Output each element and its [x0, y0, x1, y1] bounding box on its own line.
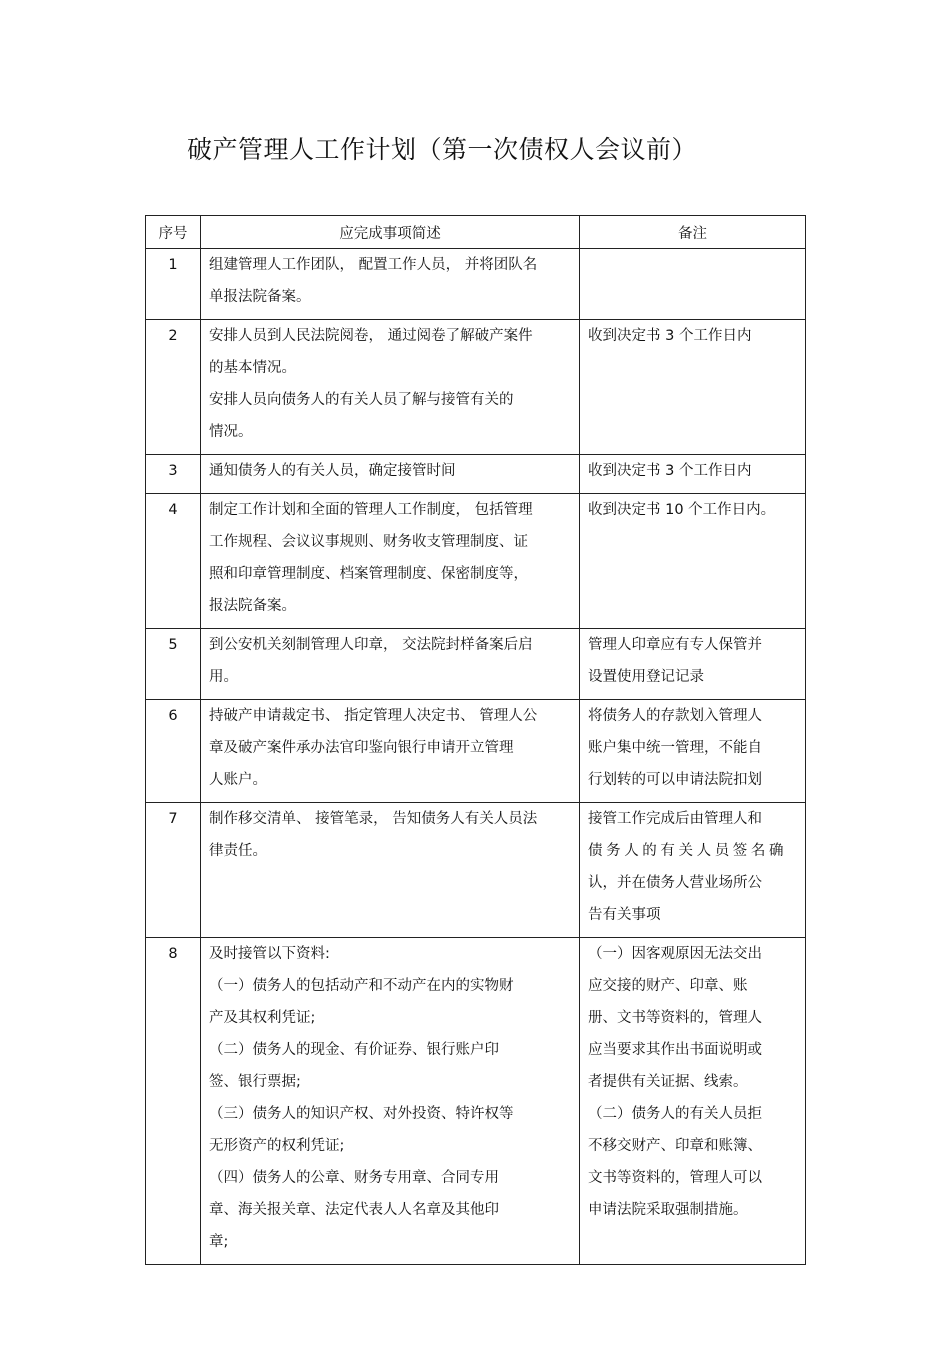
description-line: 制定工作计划和全面的管理人工作制度， 包括管理	[209, 502, 533, 518]
row-description	[201, 320, 580, 455]
remark-line: 收到决定书 3 个工作日内	[588, 463, 752, 479]
remark-line: （二）债务人的有关人员拒	[588, 1106, 762, 1122]
remark-line: 账户集中统一管理，不能自	[588, 740, 762, 756]
description-line: 到公安机关刻制管理人印章， 交法院封样备案后启	[209, 637, 533, 653]
description-line: 报法院备案。	[209, 598, 296, 614]
remark-line: 应交接的财产、印章、账	[588, 978, 748, 994]
row-description	[201, 494, 580, 629]
row-description	[201, 249, 580, 320]
remark-line: 认，并在债务人营业场所公	[588, 875, 762, 891]
remark-line: 申请法院采取强制措施。	[588, 1202, 748, 1218]
table-row	[146, 249, 806, 320]
table-header-row	[146, 216, 806, 249]
remark-line: 收到决定书 10 个工作日内。	[588, 502, 776, 518]
description-line: 安排人员到人民法院阅卷， 通过阅卷了解破产案件	[209, 328, 533, 344]
row-number: 1	[146, 249, 201, 320]
remark-line: 债务人的有关人员签名确	[588, 843, 788, 859]
table-row	[146, 320, 806, 455]
remark-line: 行划转的可以申请法院扣划	[588, 772, 762, 788]
description-line: 安排人员向债务人的有关人员了解与接管有关的	[209, 392, 514, 408]
row-remark	[580, 455, 806, 494]
remark-line: 收到决定书 3 个工作日内	[588, 328, 752, 344]
table-row	[146, 803, 806, 938]
header-description: 应完成事项简述	[201, 216, 580, 249]
remark-line: 将债务人的存款划入管理人	[588, 708, 762, 724]
description-line: （三）债务人的知识产权、对外投资、特许权等	[209, 1106, 514, 1122]
row-description	[201, 455, 580, 494]
description-line: 持破产申请裁定书、 指定管理人决定书、 管理人公	[209, 708, 538, 724]
row-remark	[580, 700, 806, 803]
table-row	[146, 494, 806, 629]
header-seq: 序号	[146, 216, 201, 249]
description-line: （二）债务人的现金、有价证券、银行账户印	[209, 1042, 499, 1058]
table-row	[146, 455, 806, 494]
table-body	[146, 249, 806, 1265]
description-line: 照和印章管理制度、档案管理制度、保密制度等，	[209, 566, 528, 582]
description-line: （一）债务人的包括动产和不动产在内的实物财	[209, 978, 514, 994]
description-line: 章;	[209, 1234, 229, 1250]
remark-line: 者提供有关证据、线索。	[588, 1074, 748, 1090]
description-line: 组建管理人工作团队， 配置工作人员， 并将团队名	[209, 257, 538, 273]
description-line: 制作移交清单、 接管笔录， 告知债务人有关人员法	[209, 811, 538, 827]
description-line: 及时接管以下资料:	[209, 946, 330, 962]
description-line: 产及其权利凭证;	[209, 1010, 316, 1026]
row-description	[201, 629, 580, 700]
table-row	[146, 629, 806, 700]
remark-line: 告有关事项	[588, 907, 661, 923]
row-number: 6	[146, 700, 201, 803]
page-title: 破产管理人工作计划（第一次债权人会议前）	[187, 134, 698, 164]
row-remark	[580, 629, 806, 700]
description-line: 人账户。	[209, 772, 267, 788]
remark-line: 文书等资料的，管理人可以	[588, 1170, 762, 1186]
row-remark	[580, 320, 806, 455]
remark-line: 接管工作完成后由管理人和	[588, 811, 762, 827]
row-number: 8	[146, 938, 201, 1265]
description-line: 用。	[209, 669, 238, 685]
description-line: （四）债务人的公章、财务专用章、合同专用	[209, 1170, 499, 1186]
remark-line: 设置使用登记记录	[588, 669, 704, 685]
description-line: 无形资产的权利凭证;	[209, 1138, 345, 1154]
row-description	[201, 938, 580, 1265]
remark-line: 管理人印章应有专人保管并	[588, 637, 762, 653]
description-line: 工作规程、会议议事规则、财务收支管理制度、证	[209, 534, 528, 550]
row-remark	[580, 249, 806, 320]
description-line: 单报法院备案。	[209, 289, 311, 305]
row-remark	[580, 494, 806, 629]
row-number: 5	[146, 629, 201, 700]
description-line: 的基本情况。	[209, 360, 296, 376]
row-remark	[580, 938, 806, 1265]
remark-line: （一）因客观原因无法交出	[588, 946, 762, 962]
row-number: 2	[146, 320, 201, 455]
description-line: 通知债务人的有关人员，确定接管时间	[209, 463, 456, 479]
remark-line: 应当要求其作出书面说明或	[588, 1042, 762, 1058]
work-plan-table	[145, 215, 806, 1265]
description-line: 律责任。	[209, 843, 267, 859]
description-line: 章及破产案件承办法官印鉴向银行申请开立管理	[209, 740, 514, 756]
row-number: 3	[146, 455, 201, 494]
description-line: 章、海关报关章、法定代表人人名章及其他印	[209, 1202, 499, 1218]
row-description	[201, 700, 580, 803]
description-line: 签、银行票据;	[209, 1074, 301, 1090]
row-number: 4	[146, 494, 201, 629]
table-row	[146, 938, 806, 1265]
description-line: 情况。	[209, 424, 253, 440]
header-remark: 备注	[580, 216, 806, 249]
table-row	[146, 700, 806, 803]
row-description	[201, 803, 580, 938]
remark-line: 册、文书等资料的，管理人	[588, 1010, 762, 1026]
row-remark	[580, 803, 806, 938]
row-number: 7	[146, 803, 201, 938]
remark-line: 不移交财产、印章和账簿、	[588, 1138, 762, 1154]
